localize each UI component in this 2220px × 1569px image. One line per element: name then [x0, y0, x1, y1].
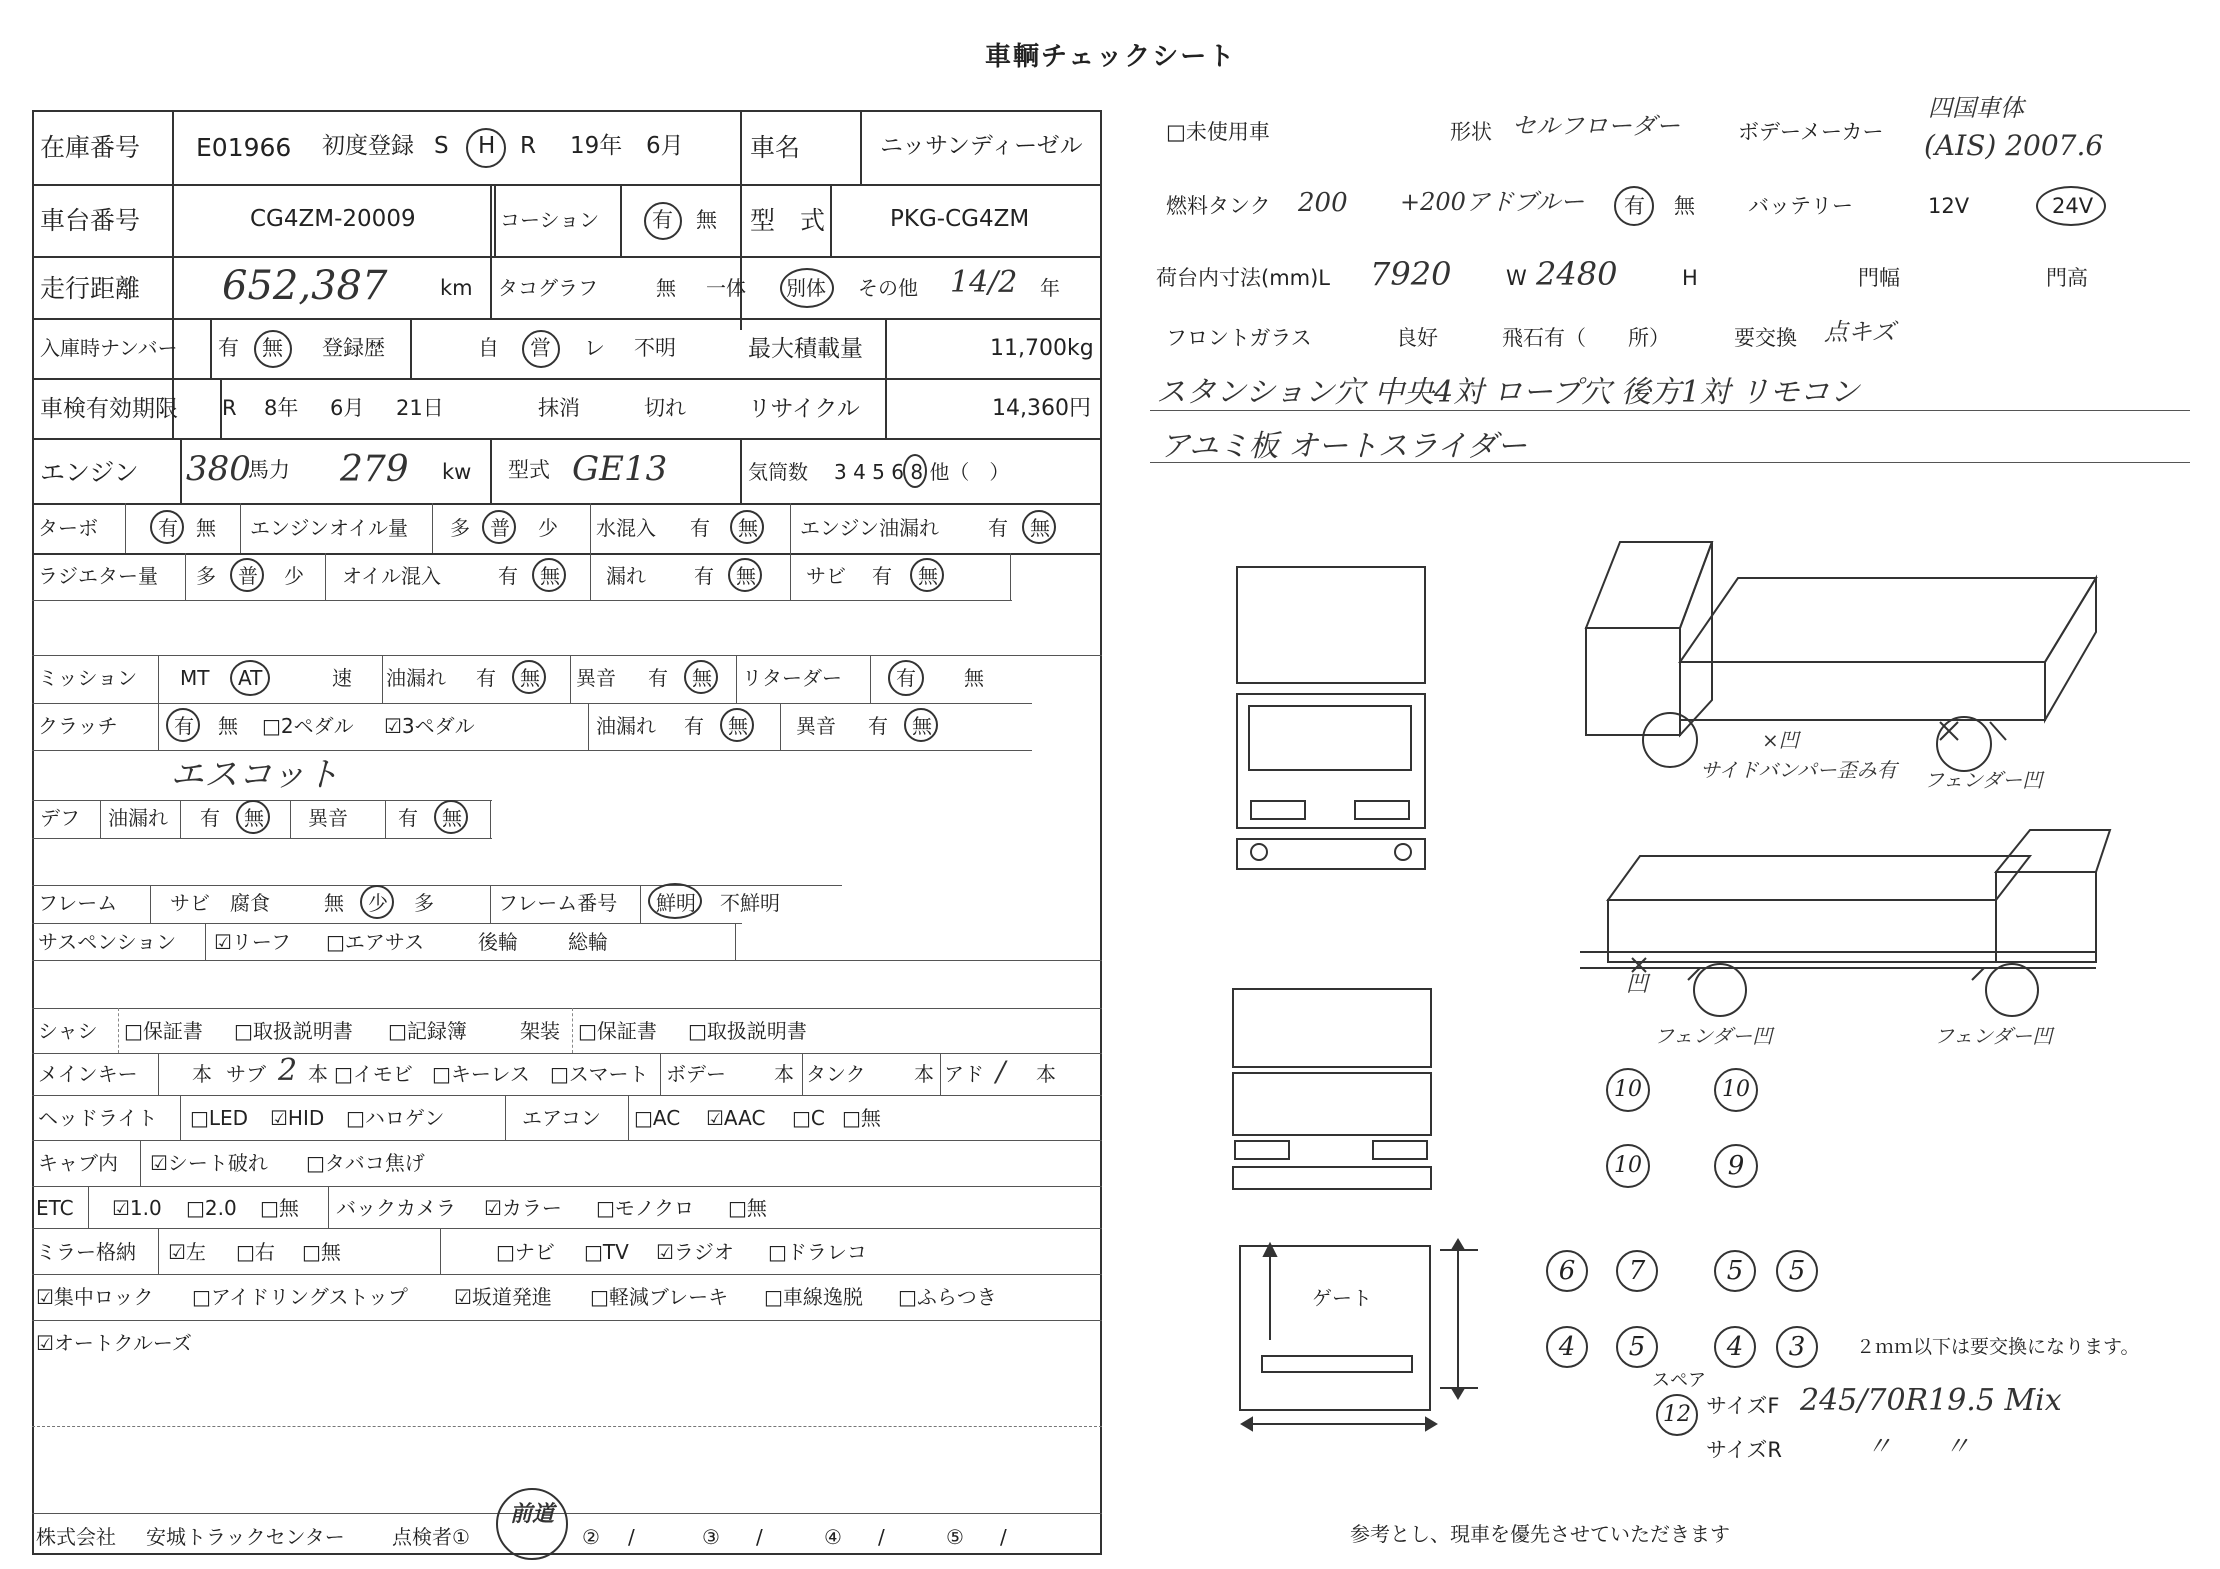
door-width: 門幅	[1858, 266, 1900, 290]
oil-amount-label: エンジンオイル量	[250, 516, 408, 540]
engine-type-label: 型式	[508, 458, 550, 482]
tacho-label: タコグラフ	[498, 276, 598, 300]
inspect-month: 6月	[330, 396, 365, 420]
docs-body-manual: □取扱説明書	[688, 1019, 807, 1043]
leak-yes: 有	[694, 564, 714, 588]
battery-label: バッテリー	[1748, 194, 1853, 218]
inspect-expired: 切れ	[644, 396, 686, 420]
model-label: 型 式	[750, 206, 826, 235]
keys-sub-unit: 本	[308, 1062, 328, 1086]
tire-second-right: 9	[1714, 1144, 1758, 1188]
keys-tank: タンク	[806, 1062, 866, 1086]
camera-none: □無	[728, 1196, 767, 1220]
keys-keyless: □キーレス	[432, 1062, 530, 1086]
ac-c: □C	[792, 1106, 825, 1130]
chassis-label: 車台番号	[40, 206, 141, 235]
hp-unit: 馬力	[248, 458, 290, 482]
equip-central-lock: ☑集中ロック	[36, 1285, 154, 1309]
ac-ac: □AC	[634, 1106, 681, 1130]
clutch-leak-label: 油漏れ	[596, 714, 656, 738]
cab-seat: ☑シート破れ	[150, 1151, 268, 1175]
adblue-yes: 有	[1624, 194, 1645, 218]
retarder-no: 無	[964, 666, 984, 690]
docs-record: □記録簿	[388, 1019, 467, 1043]
adblue-no: 無	[1674, 194, 1695, 218]
suspension-all: 総輪	[568, 930, 608, 954]
inspect-day: 21日	[396, 396, 444, 420]
frame-none: 無	[324, 891, 344, 915]
keys-body: ボデー	[666, 1062, 726, 1086]
mission-noise-yes: 有	[648, 666, 668, 690]
size-r: 〃 〃	[1866, 1432, 1971, 1462]
rust-yes: 有	[872, 564, 892, 588]
fuel-label: 燃料タンク	[1166, 194, 1271, 218]
engine-label: エンジン	[40, 458, 139, 487]
tire-front-right: 10	[1714, 1068, 1758, 1112]
suspension-leaf: ☑リーフ	[214, 930, 291, 954]
mission-mt: MT	[180, 666, 210, 690]
frame-no-label: フレーム番号	[498, 891, 618, 915]
equip-hill-start: ☑坂道発進	[454, 1285, 552, 1309]
era-r: R	[520, 133, 536, 159]
docs-body-label: 架装	[520, 1019, 560, 1043]
tire-note: ２ｍｍ以下は要交換になります。	[1856, 1336, 2140, 1358]
docs-warranty: □保証書	[124, 1019, 203, 1043]
glass-label: フロントガラス	[1166, 326, 1312, 350]
etc-v2: □2.0	[186, 1196, 237, 1220]
radiator-few: 少	[284, 564, 304, 588]
footer-n4: ④	[824, 1525, 842, 1549]
inspect-cancel: 抹消	[538, 396, 580, 420]
cylinder-options: 3 4 5 6 8 他（ ）	[834, 460, 1010, 484]
lights-label: ヘッドライト	[38, 1106, 158, 1130]
size-f-label: サイズF	[1706, 1394, 1780, 1418]
clutch-noise-no: 無	[912, 714, 932, 738]
fuel-value: 200	[1298, 188, 1348, 218]
keys-sub-count: 2	[278, 1053, 298, 1088]
docs-chassis-label: シャシ	[38, 1019, 98, 1043]
mission-leak-yes: 有	[476, 666, 496, 690]
first-reg-label: 初度登録	[322, 133, 414, 159]
diff-leak-label: 油漏れ	[108, 806, 168, 830]
suspension-air: □エアサス	[326, 930, 425, 954]
recycle: 14,360円	[992, 396, 1091, 421]
camera-color: ☑カラー	[484, 1196, 562, 1220]
suspension-rear: 後輪	[478, 930, 518, 954]
glass-replace: 要交換	[1734, 326, 1797, 350]
glass-replace-note: 点キズ	[1824, 318, 1896, 346]
suspension-label: サスペンション	[38, 930, 177, 954]
footer-n3: ③	[702, 1525, 720, 1549]
footer-slash3: /	[756, 1525, 763, 1549]
frame-rust: サビ	[170, 891, 210, 915]
mission-leak-no: 無	[520, 666, 540, 690]
car-name: ニッサンディーゼル	[880, 133, 1083, 159]
tire-front-left: 10	[1606, 1068, 1650, 1112]
radiator-label: ラジエター量	[38, 564, 158, 588]
spare-label: スペア	[1652, 1370, 1706, 1391]
etc-none: □無	[260, 1196, 299, 1220]
leak-no: 無	[736, 564, 756, 588]
model: PKG-CG4ZM	[890, 206, 1030, 232]
opt-drarec: □ドラレコ	[768, 1240, 867, 1264]
frame-few: 少	[368, 891, 388, 915]
clutch-label: クラッチ	[38, 714, 118, 738]
mission-label: ミッション	[38, 666, 138, 690]
clutch-leak-yes: 有	[684, 714, 704, 738]
footer-slash4: /	[878, 1525, 885, 1549]
opt-navi: □ナビ	[496, 1240, 555, 1264]
camera-label: バックカメラ	[336, 1196, 456, 1220]
frame-label: フレーム	[38, 891, 118, 915]
footer-company: 株式会社	[36, 1525, 116, 1549]
oil-mix-no: 無	[540, 564, 560, 588]
tire-rear2-inner-right: 4	[1714, 1326, 1756, 1368]
gate-label: ゲート	[1312, 1286, 1372, 1310]
inspect-year: 8年	[264, 396, 299, 420]
footer-n2: ②	[582, 1525, 600, 1549]
keys-body-unit: 本	[774, 1062, 794, 1086]
oil-normal: 普	[490, 516, 510, 540]
escot-note: エスコット	[170, 755, 340, 795]
battery-12v: 12V	[1928, 194, 1970, 218]
history-private: 自	[478, 336, 499, 360]
mirror-label: ミラー格納	[36, 1240, 136, 1264]
size-f: 245/70R19.5 Mix	[1800, 1383, 2062, 1418]
stock-number: E01966	[196, 133, 292, 162]
leak-label: 漏れ	[606, 564, 646, 588]
footer-n5: ⑤	[946, 1525, 964, 1549]
diff-noise-no: 無	[442, 806, 462, 830]
engine-hp: 380	[186, 449, 251, 489]
keys-ad: アド	[944, 1062, 984, 1086]
water-no: 無	[738, 516, 758, 540]
clutch-yes: 有	[174, 714, 194, 738]
keys-tank-unit: 本	[914, 1062, 934, 1086]
clutch-leak-no: 無	[728, 714, 748, 738]
plate-no: 無	[262, 336, 283, 360]
inspect-era: R	[222, 396, 237, 420]
tacho-none: 無	[656, 276, 676, 300]
tire-second-left: 10	[1606, 1144, 1650, 1188]
lights-led: □LED	[190, 1106, 249, 1130]
ac-aac: ☑AAC	[706, 1106, 766, 1130]
mission-leak-label: 油漏れ	[386, 666, 446, 690]
keys-ad-count: /	[996, 1055, 1006, 1088]
radiator-many: 多	[196, 564, 216, 588]
body-maker: (AIS) 2007.6	[1924, 129, 2104, 162]
tacho-value: 14/2	[950, 265, 1018, 300]
camera-mono: □モノクロ	[596, 1196, 695, 1220]
keys-main: 本	[192, 1062, 212, 1086]
clutch-pedal3: ☑3ペダル	[384, 714, 475, 738]
ac-none: □無	[842, 1106, 881, 1130]
shape-value: セルフローダー	[1512, 112, 1680, 140]
diff-noise-yes: 有	[398, 806, 418, 830]
cab-tobacco: □タバコ焦げ	[306, 1151, 425, 1175]
kw-unit: kw	[442, 460, 472, 484]
equip-brake: □軽減ブレーキ	[590, 1285, 729, 1309]
size-r-label: サイズR	[1706, 1438, 1782, 1462]
engine-leak-yes: 有	[988, 516, 1008, 540]
mileage-value: 652,387	[222, 263, 388, 309]
tire-rear2-outer-right: 3	[1776, 1326, 1818, 1368]
keys-smart: □スマート	[550, 1062, 649, 1086]
tacho-year: 年	[1040, 276, 1060, 300]
mission-at: AT	[238, 666, 263, 690]
tire-rear1-inner-right: 5	[1714, 1250, 1756, 1292]
body-maker-label: ボデーメーカー	[1738, 120, 1884, 144]
frame-no-unclear: 不鮮明	[720, 891, 780, 915]
note-line-1: スタンション穴 中央4対 ロープ穴 後方1対 リモコン	[1156, 375, 1860, 410]
mission-noise-no: 無	[692, 666, 712, 690]
rust-label: サビ	[806, 564, 846, 588]
footer-slash2: /	[628, 1525, 635, 1549]
chassis-number: CG4ZM-20009	[250, 206, 416, 232]
clutch-noise-yes: 有	[868, 714, 888, 738]
equip-idling-stop: □アイドリングストップ	[192, 1285, 408, 1309]
radiator-normal: 普	[238, 564, 258, 588]
dim-w-label: W	[1506, 266, 1527, 290]
opt-tv: □TV	[584, 1240, 629, 1264]
frame-corrosion: 腐食	[230, 891, 270, 915]
history-rental: レ	[584, 336, 605, 360]
reg-month: 6月	[646, 133, 684, 159]
cab-label: キャブ内	[38, 1151, 118, 1175]
dim-length: 7920	[1370, 255, 1452, 293]
etc-v1: ☑1.0	[112, 1196, 162, 1220]
keys-ad-unit: 本	[1036, 1062, 1056, 1086]
plate-label: 入庫時ナンバー	[40, 336, 178, 360]
lights-hid: ☑HID	[270, 1106, 325, 1130]
engine-leak-label: エンジン油漏れ	[800, 516, 939, 540]
lower-note-fender-right: フェンダー凹	[1934, 1024, 2053, 1048]
mileage-unit: km	[440, 276, 473, 300]
water-label: 水混入	[596, 516, 656, 540]
diff-leak-yes: 有	[200, 806, 220, 830]
glass-chip: 飛石有（ 所）	[1502, 326, 1670, 350]
tire-rear1-inner-left: 7	[1616, 1250, 1658, 1292]
equip-wobble: □ふらつき	[898, 1285, 997, 1309]
dim-label: 荷台内寸法(mm)L	[1156, 266, 1330, 290]
mirror-none: □無	[302, 1240, 341, 1264]
water-yes: 有	[690, 516, 710, 540]
cylinder-label: 気筒数	[748, 460, 808, 484]
equip-lane: □車線逸脱	[764, 1285, 863, 1309]
reg-year: 19年	[570, 133, 623, 159]
diff-leak-no: 無	[244, 806, 264, 830]
oil-many: 多	[450, 516, 470, 540]
recycle-label: リサイクル	[748, 396, 860, 422]
inspector-stamp-text: 前道	[510, 1501, 555, 1527]
clutch-pedal2: □2ペダル	[262, 714, 354, 738]
mirror-left: ☑左	[168, 1240, 206, 1264]
keys-label: メインキー	[38, 1062, 138, 1086]
unused-vehicle: □未使用車	[1166, 120, 1270, 144]
lower-note-fender-left: フェンダー凹	[1654, 1024, 1773, 1048]
battery-24v: 24V	[2052, 194, 2094, 218]
shape-label: 形状	[1450, 120, 1492, 144]
equip-cruise: ☑オートクルーズ	[36, 1331, 192, 1355]
engine-kw: 279	[340, 449, 409, 490]
mirror-right: □右	[236, 1240, 275, 1264]
turbo-no: 無	[196, 516, 216, 540]
side-note-bumper: サイドバンパー歪み有	[1700, 758, 1897, 782]
mission-speed: 速	[332, 666, 352, 690]
era-s: S	[434, 133, 449, 159]
side-note-dent: ×凹	[1762, 728, 1799, 752]
diff-label: デフ	[40, 806, 80, 830]
lights-halogen: □ハロゲン	[346, 1106, 445, 1130]
docs-body-warranty: □保証書	[578, 1019, 657, 1043]
tire-rear1-outer-right: 5	[1776, 1250, 1818, 1292]
engine-leak-no: 無	[1030, 516, 1050, 540]
clutch-noise-label: 異音	[796, 714, 836, 738]
retarder-yes: 有	[896, 666, 916, 690]
frame-no-clear: 鮮明	[656, 891, 696, 915]
tacho-integrated: 一体	[706, 276, 746, 300]
oil-few: 少	[538, 516, 558, 540]
note-line-2: アユミ板 オートスライダー	[1160, 429, 1527, 464]
keys-immobi: □イモビ	[334, 1062, 413, 1086]
rust-no: 無	[918, 564, 938, 588]
plate-yes: 有	[218, 336, 239, 360]
lower-note-dent: 凹	[1626, 972, 1649, 997]
etc-label: ETC	[36, 1196, 74, 1220]
diff-noise-label: 異音	[308, 806, 348, 830]
coating-no: 無	[696, 208, 717, 232]
dim-h-label: H	[1682, 266, 1698, 290]
retarder-label: リターダー	[742, 666, 842, 690]
tire-rear1-outer-left: 6	[1546, 1250, 1588, 1292]
turbo-label: ターボ	[38, 516, 98, 540]
keys-sub: サブ	[226, 1062, 266, 1086]
era-h: H	[478, 133, 496, 159]
oil-mix-yes: 有	[498, 564, 518, 588]
stock-label: 在庫番号	[40, 133, 141, 162]
side-note-fender: フェンダー凹	[1924, 768, 2043, 792]
tire-rear2-inner-left: 5	[1616, 1326, 1658, 1368]
clutch-no: 無	[218, 714, 238, 738]
opt-radio: ☑ラジオ	[656, 1240, 734, 1264]
docs-manual: □取扱説明書	[234, 1019, 353, 1043]
door-height: 門高	[2046, 266, 2088, 290]
max-load-label: 最大積載量	[748, 336, 863, 362]
car-name-label: 車名	[750, 133, 801, 162]
mission-noise-label: 異音	[576, 666, 616, 690]
frame-many: 多	[414, 891, 434, 915]
spare-tire: 12	[1656, 1394, 1698, 1436]
footer-slash5: /	[1000, 1525, 1007, 1549]
adblue: +200アドブルー	[1400, 188, 1585, 216]
oil-mix-label: オイル混入	[342, 564, 441, 588]
turbo-yes: 有	[158, 516, 178, 540]
tire-rear2-outer-left: 4	[1546, 1326, 1588, 1368]
inspect-label: 車検有効期限	[40, 396, 178, 422]
page-title: 車輌チェックシート	[985, 42, 1237, 72]
dim-width: 2480	[1536, 255, 1618, 293]
body-maker-top: 四国車体	[1928, 94, 2024, 122]
footer-inspector: 点検者①	[392, 1525, 470, 1549]
coating-label: コーション	[500, 208, 600, 232]
reference-note: 参考とし、現車を優先させていただきます	[1350, 1522, 1730, 1546]
history-business: 営	[530, 336, 551, 360]
engine-type: GE13	[572, 449, 668, 489]
tacho-separate: 別体	[786, 276, 826, 300]
history-label: 登録歴	[322, 336, 385, 360]
footer-center: 安城トラックセンター	[146, 1525, 345, 1549]
ac-label: エアコン	[522, 1106, 601, 1130]
history-unknown: 不明	[634, 336, 676, 360]
tacho-other: その他	[858, 276, 918, 300]
max-load: 11,700kg	[990, 336, 1094, 361]
glass-good: 良好	[1396, 326, 1438, 350]
coating-yes: 有	[652, 208, 673, 232]
mileage-label: 走行距離	[40, 274, 141, 303]
